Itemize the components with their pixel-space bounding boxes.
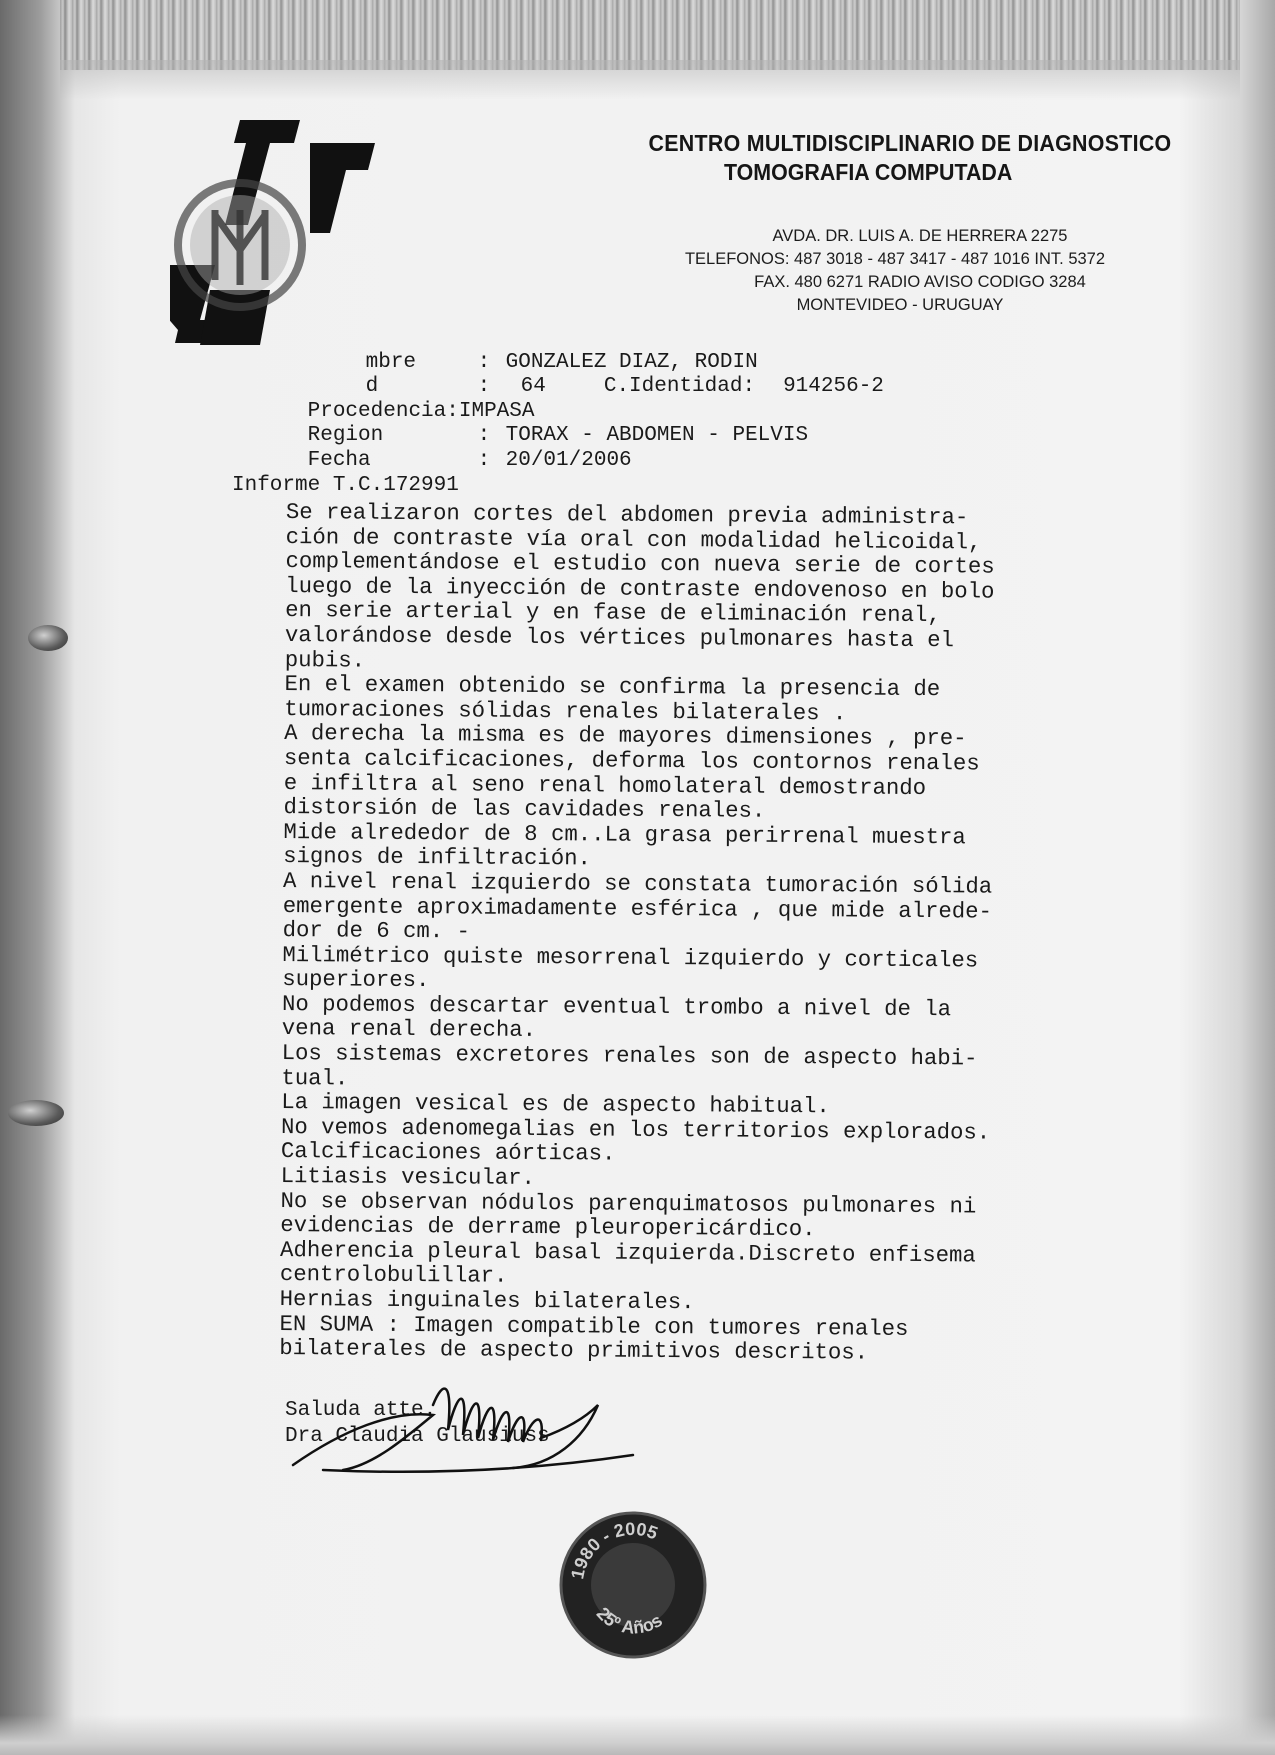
report-line: centrolobulillar.	[279, 1261, 508, 1290]
field-label: Region	[307, 424, 384, 447]
photocopy-top-fade	[60, 60, 1240, 100]
closing-greeting: Saluda atte.	[285, 1399, 437, 1422]
report-line: No podemos descartar eventual trombo a nivel de la	[281, 990, 952, 1023]
report-line: No se observan nódulos parenquimatosos pulmonares ni	[280, 1187, 977, 1220]
report-line: superiores.	[282, 966, 430, 994]
report-line: Mide alrededor de 8 cm..La grasa perirrenal muestra	[283, 818, 966, 851]
report-line: complementándose el estudio con nueva serie de cortes	[285, 548, 995, 580]
city-line: MONTEVIDEO - URUGUAY	[796, 296, 1004, 314]
address-line: AVDA. DR. LUIS A. DE HERRERA 2275	[772, 227, 1068, 245]
patient-fields	[232, 326, 884, 472]
photocopy-bottom-shadow	[0, 1715, 1275, 1755]
report-line: Los sistemas excretores renales son de aspecto habi-	[281, 1040, 978, 1072]
fax-line: FAX. 480 6271 RADIO AVISO CODIGO 3284	[754, 273, 1086, 291]
field-label: Fecha	[307, 448, 371, 472]
report-line: A derecha la misma es de mayores dimensiones , pre-	[284, 720, 967, 752]
patient-name: GONZALEZ DIAZ, RODIN	[505, 350, 758, 374]
report-line: tual.	[281, 1064, 349, 1092]
report-line: ción de contraste vía oral con modalidad helicoidal,	[285, 523, 982, 556]
report-line: e infiltra al seno renal homolateral demostrando	[283, 769, 927, 801]
report-line: luego de la inyección de contraste endovenoso en bolo	[285, 572, 995, 605]
report-line: Adherencia pleural basal izquierda.Discreto enfisema	[280, 1236, 976, 1269]
field-separator: :	[477, 350, 491, 374]
report-line: senta calcificaciones, deforma los contornos renales	[283, 744, 980, 777]
field-separator: :	[477, 424, 491, 447]
report-line: distorsión de las cavidades renales.	[283, 794, 766, 824]
field-procedencia	[232, 375, 884, 423]
field-nombre	[232, 326, 884, 374]
report-line: No vemos adenomegalias en los territorios explorados.	[280, 1113, 991, 1146]
field-label: C.Identidad:	[603, 375, 756, 398]
report-line: valorándose desde los vértices pulmonares hasta el	[284, 621, 955, 654]
report-line: evidencias de derrame pleuropericárdico.	[280, 1212, 816, 1243]
report-body	[279, 500, 1106, 1367]
report-line: Calcificaciones aórticas.	[280, 1138, 616, 1168]
report-line: emergente aproximadamente esférica , que mide alrede-	[282, 892, 993, 925]
report-line: pubis.	[284, 646, 366, 674]
field-label: mbre	[365, 350, 417, 374]
field-separator: :	[477, 375, 491, 398]
report-line: A nivel renal izquierdo se constata tumoración sólida	[282, 867, 993, 900]
report-line: EN SUMA : Imagen compatible con tumores renales	[279, 1310, 909, 1342]
field-fecha	[232, 424, 884, 472]
field-label: Procedencia	[307, 399, 447, 423]
field-label: d	[365, 375, 379, 398]
report-line: vena renal derecha.	[281, 1015, 537, 1044]
report-line: bilaterales de aspecto primitivos descritos.	[279, 1335, 869, 1366]
report-line: Hernias inguinales bilaterales.	[279, 1285, 695, 1316]
report-line: signos de infiltración.	[283, 843, 592, 872]
doctor-name: Dra Claudia Glausiuss	[285, 1425, 550, 1448]
center-name: CENTRO MULTIDISCIPLINARIO DE DIAGNOSTICO	[648, 130, 1172, 156]
exam-date: 20/01/2006	[505, 448, 632, 472]
patient-origin: IMPASA	[458, 399, 535, 423]
exam-region: TORAX - ABDOMEN - PELVIS	[505, 424, 809, 447]
patient-age: 64	[520, 375, 546, 398]
phone-line: TELEFONOS: 487 3018 - 487 3417 - 487 1016 INT. 5372	[684, 250, 1106, 268]
report-line: Se realizaron cortes del abdomen previa administra-	[285, 499, 969, 531]
seal-years: 1980 - 2005	[567, 1518, 661, 1581]
anniversary-seal	[558, 1510, 708, 1660]
letterhead	[560, 130, 1260, 186]
report-line: dor de 6 cm. -	[282, 917, 471, 945]
report-line: en serie arterial y en fase de eliminación renal,	[285, 597, 941, 629]
patient-id: 914256-2	[783, 375, 884, 398]
field-region	[232, 400, 884, 447]
department-name: TOMOGRAFIA COMPUTADA	[723, 159, 1013, 185]
field-separator: :	[446, 399, 459, 423]
address-block	[620, 225, 1220, 317]
handwritten-signature	[283, 1370, 643, 1480]
seal-anniversary: 25º Años	[592, 1603, 666, 1638]
field-edad	[232, 351, 884, 398]
report-line: La imagen vesical es de aspecto habitual.	[281, 1089, 830, 1120]
report-line: En el examen obtenido se confirma la presencia de	[284, 671, 941, 703]
report-line: tumoraciones sólidas renales bilaterales .	[284, 695, 847, 727]
binder-ring	[28, 625, 68, 651]
field-separator: :	[477, 448, 491, 472]
binder-ring	[8, 1100, 64, 1126]
report-line: Litiasis vesicular.	[280, 1163, 536, 1192]
report-line: Milimétrico quiste mesorrenal izquierdo y corticales	[282, 941, 979, 974]
report-title: Informe T.C.172991	[232, 474, 459, 497]
